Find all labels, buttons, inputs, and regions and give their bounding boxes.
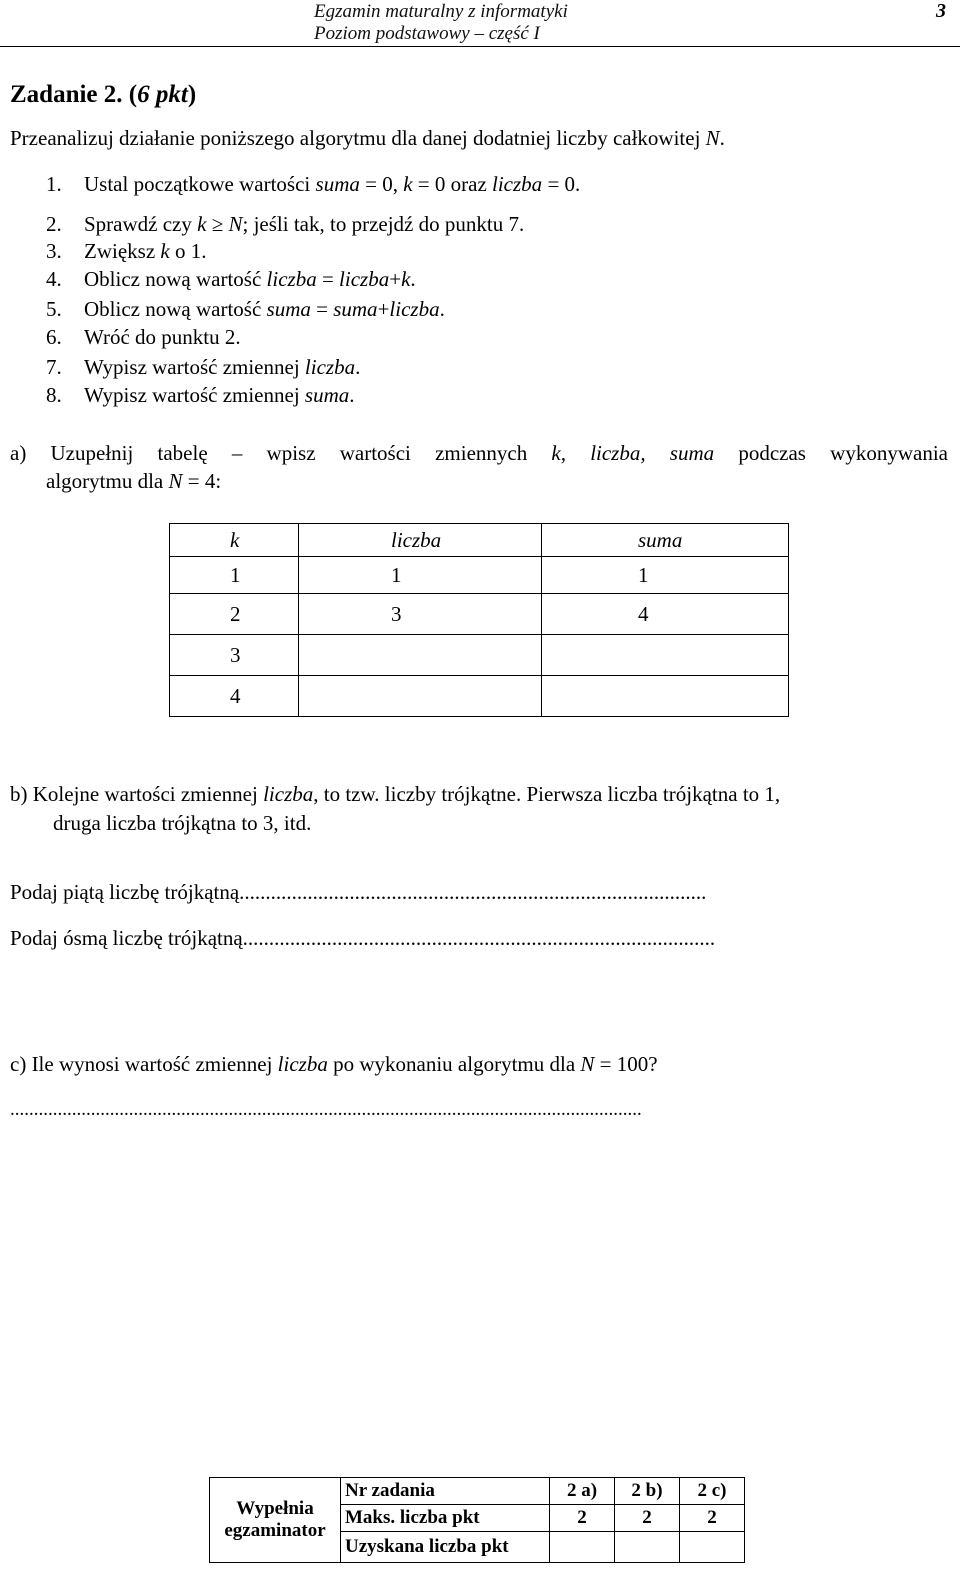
algorithm-step — [46, 239, 206, 264]
part-b-line1-var: liczba — [263, 782, 314, 806]
algorithm-step — [46, 383, 355, 408]
cell-suma-input[interactable] — [542, 635, 789, 676]
step-text: . — [410, 267, 416, 291]
task-intro-var: N — [705, 126, 720, 150]
part-b-question-5th[interactable]: Podaj piątą liczbę trójkątną......................................................................................... — [10, 880, 707, 904]
grading-row1-label: Nr zadania — [341, 1478, 550, 1505]
grading-side-label — [210, 1478, 341, 1563]
step-text: Wypisz wartość zmiennej — [84, 355, 305, 379]
step-variable: liczba — [266, 267, 317, 291]
step-text: ≥ — [206, 212, 229, 236]
algorithm-step — [46, 212, 524, 237]
grading-row-task-numbers — [210, 1478, 745, 1505]
table-row — [170, 676, 789, 717]
page-number: 3 — [936, 0, 946, 22]
grading-table — [209, 1477, 745, 1563]
grading-task-2a: 2 a) — [550, 1478, 615, 1505]
cell-k: 4 — [170, 676, 299, 717]
part-a-line1: a) Uzupełnij tabelę – wpisz wartości zmiennych k, liczba, suma podczas wykonywania — [10, 441, 948, 465]
table-row — [170, 594, 789, 635]
step-variable: suma — [315, 172, 360, 196]
cell-liczba: 3 — [299, 594, 542, 635]
task-points: (6 pkt) — [128, 81, 197, 108]
grading-task-2c: 2 c) — [680, 1478, 745, 1505]
step-variable: suma — [304, 383, 350, 407]
step-variable: suma — [333, 297, 378, 321]
step-variable: liczba — [492, 172, 543, 196]
step-text: = 0, — [359, 172, 404, 196]
step-text: o 1. — [169, 239, 207, 263]
cell-suma: 1 — [542, 557, 789, 594]
step-number: 7. — [46, 355, 62, 379]
cell-liczba-input[interactable] — [299, 635, 542, 676]
step-text: ; jeśli tak, to przejdź do punktu 7. — [242, 212, 525, 236]
step-variable: N — [228, 212, 243, 236]
header-liczba: liczba — [299, 524, 542, 557]
grading-task-2b: 2 b) — [615, 1478, 680, 1505]
algorithm-step — [46, 267, 416, 292]
step-variable: k — [160, 239, 170, 263]
cell-k: 3 — [170, 635, 299, 676]
part-a-line2-suffix: = 4: — [182, 469, 222, 493]
step-text: + — [389, 267, 402, 291]
step-text: Sprawdź czy — [84, 212, 198, 236]
header-exam-level: Poziom podstawowy – część I — [314, 23, 540, 44]
algorithm-step — [46, 297, 445, 322]
grading-max-2a: 2 — [550, 1505, 615, 1532]
part-b-line2: druga liczba trójkątna to 3, itd. — [53, 811, 312, 835]
step-text: Oblicz nową wartość — [84, 267, 267, 291]
part-c-var2: N — [580, 1052, 595, 1076]
step-text: . — [349, 383, 355, 407]
cell-suma-input[interactable] — [542, 676, 789, 717]
step-variable: k — [403, 172, 413, 196]
step-number: 4. — [46, 267, 62, 291]
step-variable: liczba — [389, 297, 440, 321]
table-row — [170, 635, 789, 676]
algorithm-step — [46, 172, 580, 197]
header-suma: suma — [542, 524, 789, 557]
grading-max-2b: 2 — [615, 1505, 680, 1532]
part-c-answer-line[interactable]: ..................................................................................................................................... — [10, 1099, 642, 1120]
step-variable: k — [401, 267, 411, 291]
step-text: = 0. — [542, 172, 581, 196]
part-c-suffix: = 100? — [594, 1052, 658, 1076]
grading-scored-2a[interactable] — [550, 1532, 615, 1563]
step-text: = 0 oraz — [412, 172, 493, 196]
step-text: = — [316, 267, 340, 291]
values-table — [169, 523, 789, 717]
part-a-line2-prefix: algorytmu dla — [46, 469, 169, 493]
step-text: . — [439, 297, 445, 321]
step-text: Wypisz wartość zmiennej — [84, 383, 305, 407]
step-variable: liczba — [304, 355, 356, 379]
step-number: 3. — [46, 239, 62, 263]
algorithm-step — [46, 355, 360, 380]
cell-k: 2 — [170, 594, 299, 635]
task-title-label: Zadanie 2. — [10, 81, 123, 108]
step-number: 8. — [46, 383, 62, 407]
table-row — [170, 557, 789, 594]
header-k: k — [170, 524, 299, 557]
grading-scored-2b[interactable] — [615, 1532, 680, 1563]
grading-side-label-2: egzaminator — [224, 1520, 326, 1541]
step-number: 1. — [46, 172, 62, 196]
part-a-line2-var: N — [168, 469, 183, 493]
header-exam-title: Egzamin maturalny z informatyki — [314, 1, 568, 22]
task-intro — [10, 126, 725, 151]
part-b-line1-suffix: , to tzw. liczby trójkątne. Pierwsza liczba trójkątna to 1, — [313, 782, 781, 806]
values-table-header — [170, 524, 789, 557]
part-a-line2 — [46, 469, 221, 494]
header-rule — [0, 46, 960, 47]
step-text: Zwiększ — [84, 239, 161, 263]
cell-liczba: 1 — [299, 557, 542, 594]
part-b-line1-prefix: b) Kolejne wartości zmiennej — [10, 782, 264, 806]
step-text: = — [310, 297, 334, 321]
step-variable: k — [197, 212, 207, 236]
task-intro-suffix: . — [719, 126, 725, 150]
step-variable: liczba — [339, 267, 390, 291]
grading-scored-2c[interactable] — [680, 1532, 745, 1563]
grading-row2-label: Maks. liczba pkt — [341, 1505, 550, 1532]
grading-row3-label: Uzyskana liczba pkt — [341, 1532, 550, 1563]
part-b-question-8th[interactable]: Podaj ósmą liczbę trójkątną.......................................................................................... — [10, 926, 716, 950]
cell-suma: 4 — [542, 594, 789, 635]
step-text: Oblicz nową wartość — [84, 297, 267, 321]
step-number: 2. — [46, 212, 62, 236]
grading-max-2c: 2 — [680, 1505, 745, 1532]
step-number: 5. — [46, 297, 62, 321]
part-c-var: liczba — [277, 1052, 328, 1076]
part-c-middle: po wykonaniu algorytmu dla — [327, 1052, 581, 1076]
algorithm-step — [46, 325, 241, 350]
part-b-line1 — [10, 782, 780, 807]
part-c-question — [10, 1052, 658, 1077]
step-text: . — [355, 355, 361, 379]
task-title — [10, 81, 196, 109]
step-variable: suma — [266, 297, 311, 321]
part-c-prefix: c) Ile wynosi wartość zmiennej — [10, 1052, 278, 1076]
step-text: Wróć do punktu 2. — [84, 325, 241, 349]
step-text: Ustal początkowe wartości — [84, 172, 316, 196]
grading-side-label-1: Wypełnia — [236, 1498, 314, 1519]
cell-liczba-input[interactable] — [299, 676, 542, 717]
cell-k: 1 — [170, 557, 299, 594]
step-text: + — [377, 297, 390, 321]
task-intro-prefix: Przeanalizuj działanie poniższego algorytmu dla danej dodatniej liczby całkowitej — [10, 126, 706, 150]
step-number: 6. — [46, 325, 62, 349]
